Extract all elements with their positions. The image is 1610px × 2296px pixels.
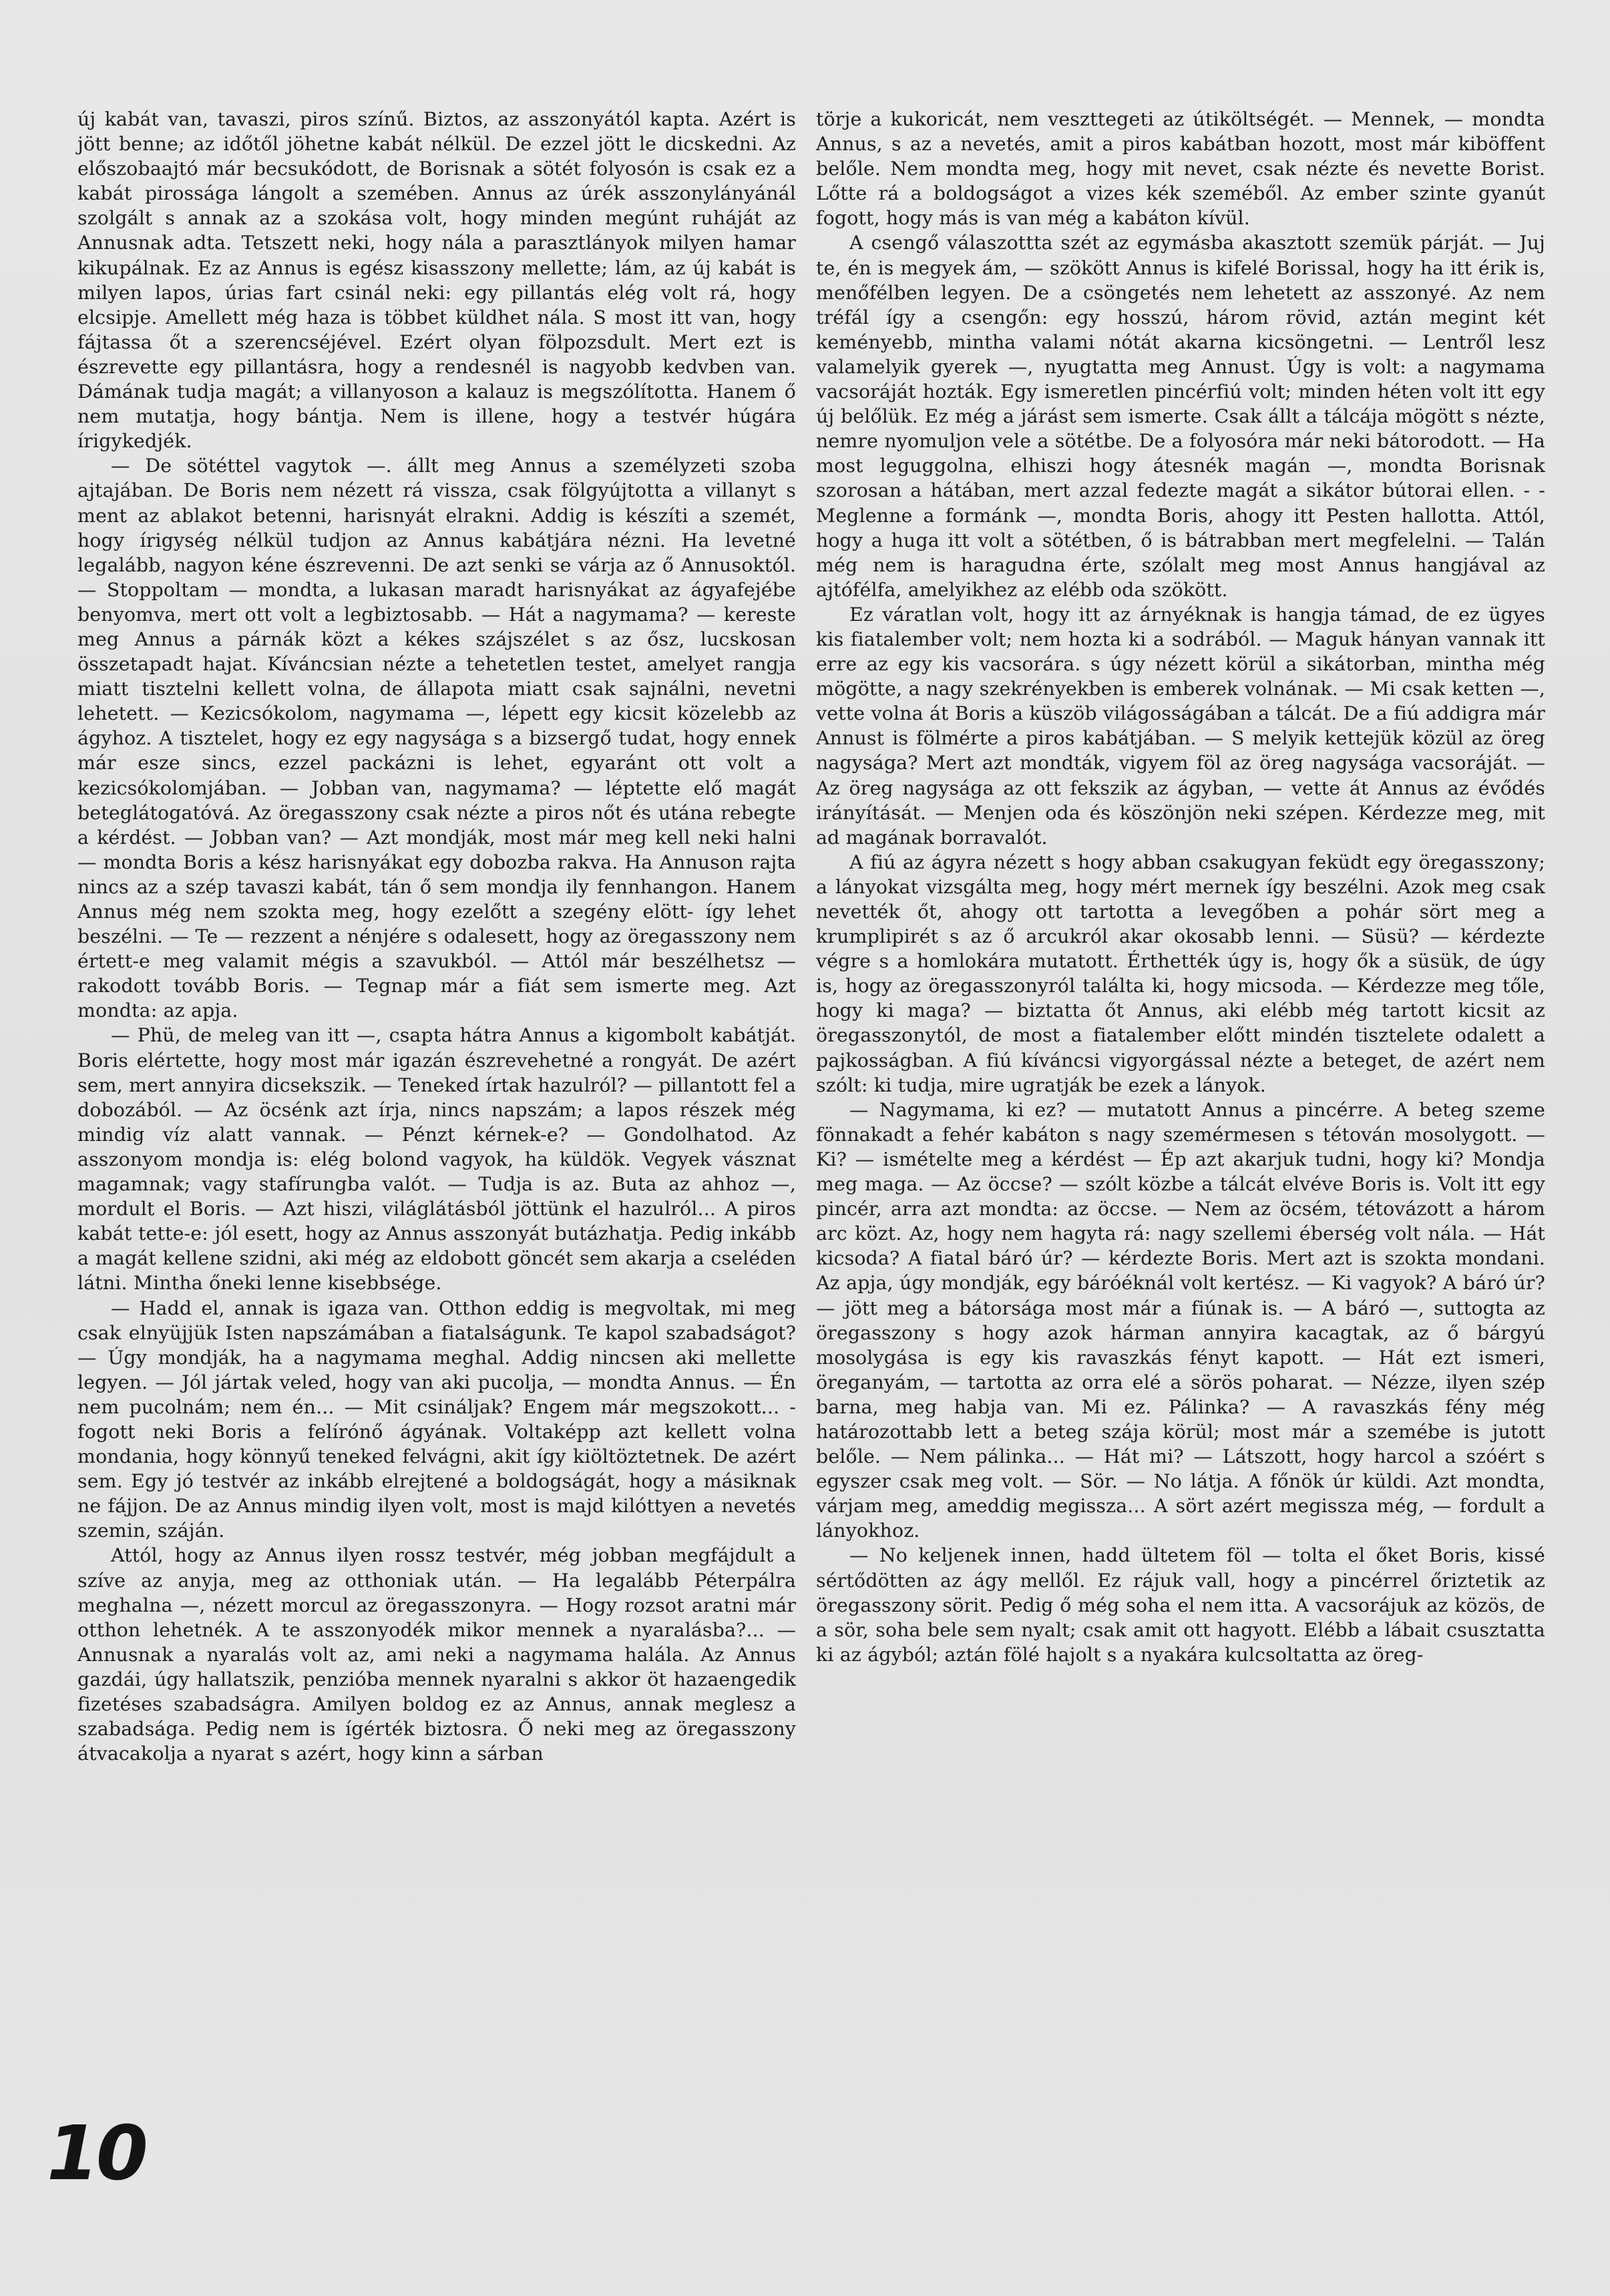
paragraph: — No keljenek innen, hadd ültetem föl — tolta el őket Boris, kissé sértődötten az ágy mellől. Ez rájuk vall, hogy a pincérrel őriztetik az öregasszony sörit. Pedig ő még soha el nem itta. A vacsorájuk az közös, de a sör, soha bele sem nyalt; csak amit ott hagyott. Elébb a lábait csusztatta ki az ágyból; aztán fölé hajolt s a nyakára kulcsoltatta az öreg- <box>816 1544 1545 1666</box>
paragraph: A fiú az ágyra nézett s hogy abban csakugyan feküdt egy öregasszony; a lányokat vizsgálta meg, hogy mért mernek így beszélni. Azok meg csak nevették őt, ahogy ott tartotta a levegőben a pohár sört meg a krumplipirét s az ő arcukról akar okosabb lenni. — Süsü? — kérdezte végre s a homlokára mutatott. Érthették úgy is, hogy ők a süsük, de úgy is, hogy az öregasszonyról találta ki, hogy micsoda. — Kérdezze meg tőle, hogy ki maga? — biztatta őt Annus, aki elébb még tartott kicsit az öregasszonytól, de most a fiatalember előtt mindén tisztelete odalett a pajkosságban. A fiú kíváncsi vigyorgással nézte a beteget, de azért nem szólt: ki tudja, mire ugratják be ezek a lányok. <box>816 851 1545 1096</box>
paragraph: új kabát van, tavaszi, piros színű. Biztos, az asszonyától kapta. Azért is jött benne; az időtől jöhetne kabát nélkül. De ezzel jött le dicskedni. Az előszobaajtó már becsukódott, de Borisnak a sötét folyosón is csak ez a kabát pirossága lángolt a szemében. Annus az úrék asszonylányánál szolgált s annak az a szokása volt, hogy minden megúnt ruháját az Annusnak adta. Tetszett neki, hogy nála a parasztlányok milyen hamar kikupálnak. Ez az Annus is egész kisasszony mellette; lám, az új kabát is milyen lapos, úrias fart csinál neki: egy pillantás elég volt rá, hogy elcsipje. Amellett még haza is többet küldhet nála. S most itt van, hogy fájtassa őt a szerencséjével. Ezért olyan fölpozsdult. Mert ezt is észrevette egy pillantásra, hogy a rendesnél is nagyobb kedvben van. Dámának tudja magát; a villanyoson a kalauz is megszólította. Hanem ő nem mutatja, hogy bántja. Nem is illene, hogy a testvér húgára írigykedjék. <box>77 108 796 453</box>
paragraph: törje a kukoricát, nem veszttegeti az útiköltségét. — Mennek, — mondta Annus, s az a nevetés, amit a piros kabátban hozott, most már kiböffent belőle. Nem mondta meg, hogy mit nevet, csak nézte és nevette Borist. Lőtte rá a boldogságot a vizes kék szeméből. Az ember szinte gyanút fogott, hogy más is van még a kabáton kívül. <box>816 108 1545 230</box>
paragraph: Ez váratlan volt, hogy itt az árnyéknak is hangja támad, de ez ügyes kis fiatalember volt; nem hozta ki a sodrából. — Maguk hányan vannak itt erre az egy kis vacsorára. s úgy nézett körül a sikátorban, mintha még mögötte, a nagy szekrényekben is emberek volnának. — Mi csak ketten —, vette volna át Boris a küszöb világosságában a tálcát. De a fiú addigra már Annust is fölmérte a piros kabátjában. — S melyik kettejük közül az öreg nagysága? Mert azt mondták, vigyem föl az öreg nagysága vacsoráját. — Az öreg nagysága az ott fekszik az ágyban, — vette át Annus az évődés irányítását. — Menjen oda és köszönjön neki szépen. Kérdezze meg, mit ad magának borravalót. <box>816 603 1545 849</box>
right-text-column <box>816 107 1545 1667</box>
paragraph: — Nagymama, ki ez? — mutatott Annus a pincérre. A beteg szeme fönnakadt a fehér kabáton s nagy szemérmesen s tétován mosolygott. — Ki? — ismételte meg a kérdést — Ép azt akarjuk tudni, hogy ki? Mondja meg maga. — Az öccse? — szólt közbe a tálcát elvéve Boris is. Volt itt egy pincér, arra azt mondta: az öccse. — Nem az öcsém, tétovázott a három arc közt. Az, hogy nem hagyta rá: nagy szellemi éberség volt nála. — Hát kicsoda? A fiatal báró úr? — kérdezte Boris. Mert azt is szokta mondani. Az apja, úgy mondják, egy báróéknál volt kertész. — Ki vagyok? A báró úr? — jött meg a bátorsága most már a fiúnak is. — A báró —, suttogta az öregasszony s hogy azok hárman annyira kacagtak, az ő bárgyú mosolygása is egy kis ravaszkás fényt kapott. — Hát ezt ismeri, öreganyám, — tartotta az orra elé a sörös poharat. — Nézze, ilyen szép barna, meg habja van. Mi ez. Pálinka? — A ravaszkás fény még határozottabb lett a beteg szája körül; most már a szemébe is jutott belőle. — Nem pálinka... — Hát mi? — Látszott, hogy harcol a szóért s egyszer csak meg volt. — Sör. — No látja. A főnök úr küldi. Azt mondta, várjam meg, ameddig megissza... A sört azért megissza még, — fordult a lányokhoz. <box>816 1098 1545 1542</box>
paragraph: Attól, hogy az Annus ilyen rossz testvér, még jobban megfájdult a szíve az anyja, meg az otthoniak után. — Ha legalább Péterpálra meghalna —, nézett morcul az öregasszonyra. — Hogy rozsot aratni már otthon lehetnék. A te asszonyodék mikor mennek a nyaralásba?... — Annusnak a nyaralás volt az, ami neki a nagymama halála. Az Annus gazdái, úgy hallatszik, penzióba mennek nyaralni s akkor öt hazaengedik fizetéses szabadságra. Amilyen boldog ez az Annus, annak meglesz a szabadsága. Pedig nem is ígérték biztosra. Ő neki meg az öregasszony átvacakolja a nyarat s azért, hogy kinn a sárban <box>77 1544 796 1765</box>
left-text-column <box>77 107 796 1766</box>
paragraph: — Phü, de meleg van itt —, csapta hátra Annus a kigombolt kabátját. Boris elértette, hogy most már igazán észrevehetné a rongyát. De azért sem, mert annyira dicsekszik. — Teneked írtak hazulról? — pillantott fel a dobozából. — Az öcsénk azt írja, nincs napszám; a lapos részek még mindig víz alatt vannak. — Pénzt kérnek-e? — Gondolhatod. Az asszonyom mondja is: elég bolond vagyok, ha küldök. Vegyek vásznat magamnak; vagy stafírungba valót. — Tudja is az. Buta az ahhoz —, mordult el Boris. — Azt hiszi, világlátásból jöttünk el hazulról... A piros kabát tette-e: jól esett, hogy az Annus asszonyát butázhatja. Pedig inkább a magát kellene szidni, aki még az eldobott göncét sem akarja a cseléden látni. Mintha őneki lenne kisebbsége. <box>77 1024 796 1295</box>
paragraph: — Hadd el, annak is igaza van. Otthon eddig is megvoltak, mi meg csak elnyüjjük Isten napszámában a fiatalságunk. Te kapol szabadságot? — Úgy mondják, ha a nagymama meghal. Addig nincsen aki mellette legyen. — Jól jártak veled, hogy van aki pucolja, — mondta Annus. — Én nem pucolnám; nem én... — Mit csináljak? Engem már megszokott... - fogott neki Boris a felírónő ágyának. Voltaképp azt kellett volna mondania, hogy könnyű teneked felvágni, akit így kiöltöztetnek. De azért sem. Egy jó testvér az inkább elrejtené a boldogságát, hogy a másiknak ne fájjon. De az Annus mindig ilyen volt, most is majd kilóttyen a nevetés szemin, száján. <box>77 1297 796 1542</box>
page-number: 10 <box>47 2110 146 2197</box>
paragraph: A csengő válaszottta szét az egymásba akasztott szemük párját. — Juj te, én is megyek ám, — szökött Annus is kifelé Borissal, hogy ha itt érik is, menőfélben legyen. De a csöngetés nem lehetett az asszonyé. Az nem tréfál így a csengőn: egy hosszú, három rövid, aztán megint két keményebb, mintha valami nótát akarna kicsöngetni. — Lentről lesz valamelyik gyerek —, nyugtatta meg Annust. Úgy is volt: a nagymama vacsoráját hozták. Egy ismeretlen pincérfiú volt; minden héten volt itt egy új belőlük. Ez még a járást sem ismerte. Csak állt a tálcája mögött s nézte, nemre nyomuljon vele a sötétbe. De a folyosóra már neki bátorodott. — Ha most leguggolna, elhiszi hogy átesnék magán —, mondta Borisnak szorosan a hátában, mert azzal fedezte magát a sikátor bútorai ellen. - - Meglenne a formánk —, mondta Boris, ahogy itt Pesten hallotta. Attól, hogy a huga itt volt a sötétben, ő is bátrabban mert megfelelni. — Talán még nem is haragudna érte, szólalt meg most Annus hangjával az ajtófélfa, amelyikhez az elébb oda szökött. <box>816 232 1545 601</box>
paragraph: — De sötéttel vagytok —. állt meg Annus a személyzeti szoba ajtajában. De Boris nem nézett rá vissza, csak fölgyújtotta a villanyt s ment az ablakot betenni, harisnyát elrakni. Addig is készíti a szemét, hogy írigység nélkül tudjon az Annus kabátjára nézni. Ha levetné legalább, nagyon kéne észrevenni. De azt senki se várja az ő Annusoktól. — Stoppoltam — mondta, a lukasan maradt harisnyákat az ágyafejébe benyomva, mert ott volt a legbiztosabb. — Hát a nagymama? — kereste meg Annus a párnák közt a kékes szájszélet s az ősz, lucskosan összetapadt hajat. Kíváncsian nézte a tehetetlen testet, amelyet rangja miatt tisztelni kellett volna, de állapota miatt csak sajnálni, nevetni lehetett. — Kezicsókolom, nagymama —, lépett egy kicsit közelebb az ágyhoz. A tisztelet, hogy ez egy nagysága s a bizsergő tudat, hogy ennek már esze sincs, ezzel packázni is lehet, egyaránt ott volt a kezicsókolomjában. — Jobban van, nagymama? — léptette elő magát beteglátogatóvá. Az öregasszony csak nézte a piros nőt és utána rebegte a kérdést. — Jobban van? — Azt mondják, most már meg kell neki halni — mondta Boris a kész harisnyákat egy dobozba rakva. Ha Annuson rajta nincs az a szép tavaszi kabát, tán ő sem mondja ily fennhangon. Hanem Annus még nem szokta meg, hogy ezelőtt a szegény elött- így lehet beszélni. — Te — rezzent a nénjére s odalesett, hogy az öregasszony nem értett-e meg valamit mégis a szavukból. — Attól már beszélhetsz — rakodott tovább Boris. — Tegnap már a fiát sem ismerte meg. Azt mondta: az apja. <box>77 455 796 1022</box>
